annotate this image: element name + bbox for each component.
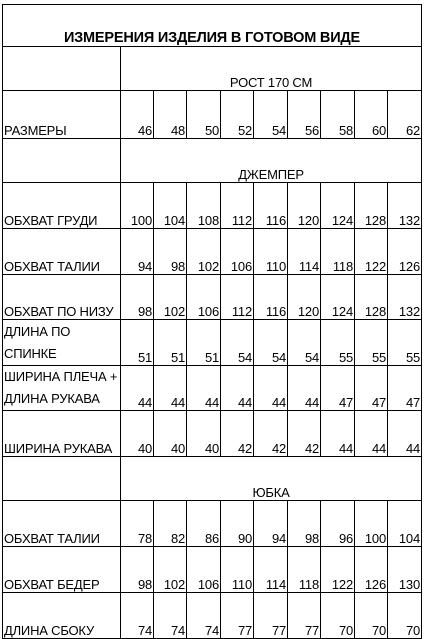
measurement-cell: 132 xyxy=(388,183,422,229)
measurement-cell: 74 xyxy=(154,593,187,639)
measurement-cell: 82 xyxy=(154,501,187,547)
measurement-cell: 74 xyxy=(121,593,154,639)
measurement-cell: 120 xyxy=(288,275,321,320)
measurement-cell: 42 xyxy=(288,411,321,457)
measurement-cell: 40 xyxy=(187,411,221,457)
measurement-cell: 100 xyxy=(121,183,154,229)
table-row xyxy=(3,501,422,547)
measurement-cell: 47 xyxy=(321,366,355,411)
row-label-line: ШИРИНА ПЛЕЧА + xyxy=(4,369,118,384)
size-header: 52 xyxy=(221,91,254,139)
sizes-label: РАЗМЕРЫ xyxy=(3,91,121,139)
table-row xyxy=(3,320,422,366)
size-header: 46 xyxy=(121,91,154,139)
measurement-cell: 120 xyxy=(288,183,321,229)
table-row xyxy=(3,547,422,593)
measurement-cell: 40 xyxy=(121,411,154,457)
measurement-cell: 70 xyxy=(388,593,422,639)
size-header: 50 xyxy=(187,91,221,139)
measurement-cell: 106 xyxy=(187,547,221,593)
size-header: 54 xyxy=(254,91,288,139)
measurement-cell: 44 xyxy=(187,366,221,411)
measurement-cell: 54 xyxy=(221,320,254,366)
measurement-cell: 98 xyxy=(288,501,321,547)
measurement-cell: 114 xyxy=(254,547,288,593)
measurement-cell: 100 xyxy=(355,501,388,547)
measurement-cell: 90 xyxy=(221,501,254,547)
measurement-cell: 55 xyxy=(355,320,388,366)
measurement-cell: 132 xyxy=(388,275,422,320)
measurement-cell: 98 xyxy=(121,275,154,320)
measurement-cell: 44 xyxy=(154,366,187,411)
measurement-cell: 44 xyxy=(221,366,254,411)
section-row xyxy=(3,139,422,183)
row-label xyxy=(3,366,121,411)
measurement-cell: 116 xyxy=(254,183,288,229)
measurement-cell: 77 xyxy=(254,593,288,639)
measurement-cell: 42 xyxy=(254,411,288,457)
row-label: ОБХВАТ БЕДЕР xyxy=(3,547,121,593)
measurement-cell: 124 xyxy=(321,275,355,320)
measurement-cell: 86 xyxy=(187,501,221,547)
row-label: ОБХВАТ ПО НИЗУ xyxy=(3,275,121,320)
measurement-cell: 94 xyxy=(254,501,288,547)
section-blank-cell xyxy=(3,457,121,501)
measurement-cell: 122 xyxy=(321,547,355,593)
measurement-cell: 102 xyxy=(187,229,221,275)
table-row xyxy=(3,183,422,229)
row-label-line: СПИНКЕ xyxy=(4,346,57,361)
measurement-cell: 104 xyxy=(388,501,422,547)
measurement-cell: 108 xyxy=(187,183,221,229)
height-row xyxy=(3,47,422,91)
row-label xyxy=(3,320,121,366)
measurement-cell: 44 xyxy=(288,366,321,411)
measurement-cell: 44 xyxy=(321,411,355,457)
measurement-cell: 112 xyxy=(221,275,254,320)
measurement-cell: 128 xyxy=(355,275,388,320)
row-label: ДЛИНА СБОКУ xyxy=(3,593,121,639)
measurement-cell: 110 xyxy=(221,547,254,593)
sizes-row xyxy=(3,91,422,139)
measurement-cell: 54 xyxy=(254,320,288,366)
title-row xyxy=(3,5,422,47)
measurement-cell: 40 xyxy=(154,411,187,457)
row-label: ОБХВАТ ТАЛИИ xyxy=(3,501,121,547)
measurement-cell: 130 xyxy=(388,547,422,593)
size-header: 48 xyxy=(154,91,187,139)
measurement-cell: 54 xyxy=(288,320,321,366)
section-blank-cell xyxy=(3,139,121,183)
measurement-cell: 122 xyxy=(355,229,388,275)
row-label: ШИРИНА РУКАВА xyxy=(3,411,121,457)
measurement-cell: 51 xyxy=(187,320,221,366)
size-header: 62 xyxy=(388,91,422,139)
measurement-cell: 126 xyxy=(355,547,388,593)
measurement-cell: 126 xyxy=(388,229,422,275)
measurement-cell: 106 xyxy=(187,275,221,320)
measurement-cell: 44 xyxy=(388,411,422,457)
table-row xyxy=(3,229,422,275)
measurement-cell: 47 xyxy=(388,366,422,411)
measurement-cell: 110 xyxy=(254,229,288,275)
table-title: ИЗМЕРЕНИЯ ИЗДЕЛИЯ В ГОТОВОМ ВИДЕ xyxy=(3,5,422,47)
measurement-cell: 78 xyxy=(121,501,154,547)
measurement-cell: 44 xyxy=(254,366,288,411)
measurement-cell: 96 xyxy=(321,501,355,547)
row-label-line: ДЛИНА РУКАВА xyxy=(4,391,100,406)
measurement-cell: 94 xyxy=(121,229,154,275)
measurement-cell: 104 xyxy=(154,183,187,229)
height-label: РОСТ 170 СМ xyxy=(121,47,422,91)
size-header: 60 xyxy=(355,91,388,139)
row-label: ОБХВАТ ГРУДИ xyxy=(3,183,121,229)
measurement-cell: 74 xyxy=(187,593,221,639)
measurement-cell: 44 xyxy=(121,366,154,411)
measurement-cell: 42 xyxy=(221,411,254,457)
measurement-cell: 55 xyxy=(388,320,422,366)
measurement-cell: 112 xyxy=(221,183,254,229)
measurement-cell: 98 xyxy=(154,229,187,275)
measurement-cell: 102 xyxy=(154,547,187,593)
measurement-cell: 70 xyxy=(355,593,388,639)
size-header: 58 xyxy=(321,91,355,139)
measurement-cell: 47 xyxy=(355,366,388,411)
size-header: 56 xyxy=(288,91,321,139)
measurement-cell: 128 xyxy=(355,183,388,229)
measurement-cell: 118 xyxy=(288,547,321,593)
measurement-cell: 114 xyxy=(288,229,321,275)
table-row xyxy=(3,593,422,639)
measurement-cell: 44 xyxy=(355,411,388,457)
measurement-cell: 51 xyxy=(121,320,154,366)
measurement-cell: 118 xyxy=(321,229,355,275)
section-row xyxy=(3,457,422,501)
table-row xyxy=(3,275,422,320)
measurement-cell: 116 xyxy=(254,275,288,320)
table-row xyxy=(3,366,422,411)
measurement-cell: 106 xyxy=(221,229,254,275)
corner-cell xyxy=(3,47,121,91)
measurement-cell: 55 xyxy=(321,320,355,366)
measurement-cell: 51 xyxy=(154,320,187,366)
table-row xyxy=(3,411,422,457)
section-title: ЮБКА xyxy=(121,457,422,501)
measurement-cell: 77 xyxy=(288,593,321,639)
section-title: ДЖЕМПЕР xyxy=(121,139,422,183)
measurement-cell: 102 xyxy=(154,275,187,320)
row-label-line: ДЛИНА ПО xyxy=(4,324,71,339)
measurement-cell: 124 xyxy=(321,183,355,229)
measurement-cell: 98 xyxy=(121,547,154,593)
row-label: ОБХВАТ ТАЛИИ xyxy=(3,229,121,275)
measurement-cell: 77 xyxy=(221,593,254,639)
measurement-cell: 70 xyxy=(321,593,355,639)
measurements-table xyxy=(2,4,422,639)
